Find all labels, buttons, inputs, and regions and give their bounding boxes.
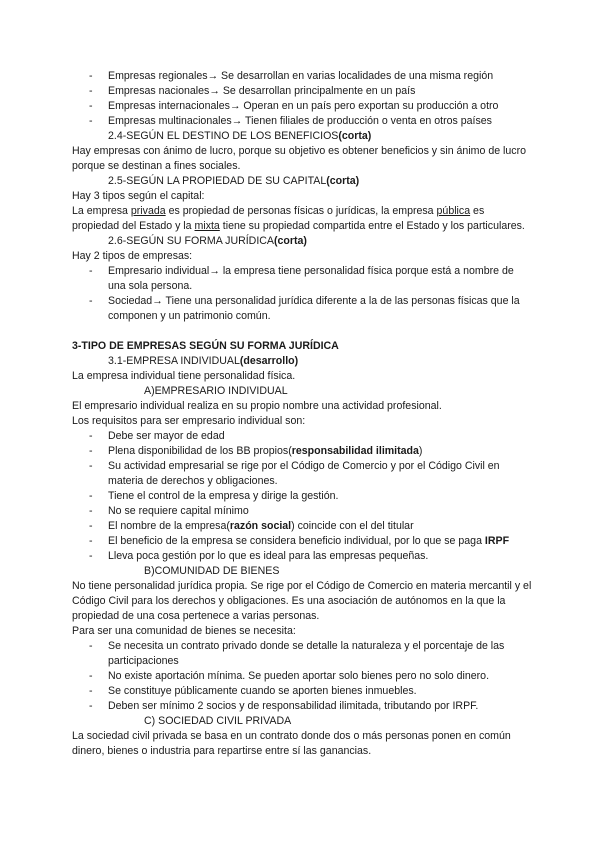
list-item: - Empresas nacionales→ Se desarrollan principalmente en un país — [72, 84, 532, 99]
list-item: - Plena disponibilidad de los BB propios(responsabilidad ilimitada) — [72, 444, 532, 459]
paragraph: No tiene personalidad jurídica propia. Se rige por el Código de Comercio en materia mercantil y el Código Civil para los derechos y obligaciones. Es una asociación de autónomos en la que la propiedad de una cosa pertenece a varias personas. — [72, 580, 532, 622]
paragraph: Los requisitos para ser empresario individual son: — [72, 415, 306, 427]
section-heading-2-6: 2.6-SEGÚN SU FORMA JURÍDICA(corta) — [108, 235, 307, 247]
list-item: - Empresas regionales→ Se desarrollan en varias localidades de una misma región — [72, 69, 532, 84]
list-item: - El beneficio de la empresa se considera beneficio individual, por lo que se paga IRPF — [72, 534, 532, 549]
paragraph: Hay 3 tipos según el capital: — [72, 190, 205, 202]
list-item: - Sociedad→ Tiene una personalidad jurídica diferente a la de las personas físicas que la componen y un patrimonio común. — [72, 294, 532, 324]
list-item: - No existe aportación mínima. Se pueden aportar solo bienes pero no solo dinero. — [72, 669, 532, 684]
paragraph: Para ser una comunidad de bienes se necesita: — [72, 625, 296, 637]
paragraph: Hay empresas con ánimo de lucro, porque su objetivo es obtener beneficios y sin ánimo de lucro porque se destinan a fines sociales. — [72, 145, 527, 172]
section-heading-3-1: 3.1-EMPRESA INDIVIDUAL(desarrollo) — [108, 355, 299, 367]
list-item: - Su actividad empresarial se rige por el Código de Comercio y por el Código Civil en materia de derechos y obligaciones. — [72, 459, 532, 489]
list-item: - Deben ser mínimo 2 socios y de responsabilidad ilimitada, tributando por IRPF. — [72, 699, 532, 714]
subsection-heading-b: B)COMUNIDAD DE BIENES — [144, 565, 280, 577]
list-item: - Empresas internacionales→ Operan en un país pero exportan su producción a otro — [72, 99, 532, 114]
community-requirements-list — [72, 639, 532, 714]
section-heading-3: 3-TIPO DE EMPRESAS SEGÚN SU FORMA JURÍDICA — [72, 340, 339, 352]
individual-requirements-list — [72, 429, 532, 564]
company-types-list — [72, 264, 532, 324]
subsection-heading-c: C) SOCIEDAD CIVIL PRIVADA — [144, 715, 292, 727]
list-item: - Tiene el control de la empresa y dirige la gestión. — [72, 489, 532, 504]
paragraph: La sociedad civil privada se basa en un contrato donde dos o más personas ponen en común dinero, bienes o industria para repartirse entre sí las ganancias. — [72, 730, 511, 757]
section-heading-2-5: 2.5-SEGÚN LA PROPIEDAD DE SU CAPITAL(corta) — [108, 175, 360, 187]
list-item: - El nombre de la empresa(razón social) coincide con el del titular — [72, 519, 532, 534]
list-item: - Empresario individual→ la empresa tiene personalidad física porque está a nombre de una sola persona. — [72, 264, 532, 294]
paragraph: Hay 2 tipos de empresas: — [72, 250, 193, 262]
list-item: - Se necesita un contrato privado donde se detalle la naturaleza y el porcentaje de las participaciones — [72, 639, 532, 669]
section-heading-2-4: 2.4-SEGÚN EL DESTINO DE LOS BENEFICIOS(corta) — [108, 130, 372, 142]
paragraph: La empresa individual tiene personalidad física. — [72, 370, 296, 382]
subsection-heading-a: A)EMPRESARIO INDIVIDUAL — [144, 385, 288, 397]
list-item: - Empresas multinacionales→ Tienen filiales de producción o venta en otros países — [72, 114, 532, 129]
list-item: - Debe ser mayor de edad — [72, 429, 532, 444]
company-scope-list — [72, 69, 532, 129]
list-item: - Lleva poca gestión por lo que es ideal para las empresas pequeñas. — [72, 549, 532, 564]
list-item: - Se constituye públicamente cuando se aporten bienes inmuebles. — [72, 684, 532, 699]
paragraph-capital-types: La empresa privada es propiedad de personas físicas o jurídicas, la empresa pública es propiedad del Estado y la mixta tiene su propiedad compartida entre el Estado y los particulares. — [72, 205, 525, 232]
paragraph: El empresario individual realiza en su propio nombre una actividad profesional. — [72, 400, 442, 412]
document-body — [72, 69, 532, 759]
list-item: - No se requiere capital mínimo — [72, 504, 532, 519]
